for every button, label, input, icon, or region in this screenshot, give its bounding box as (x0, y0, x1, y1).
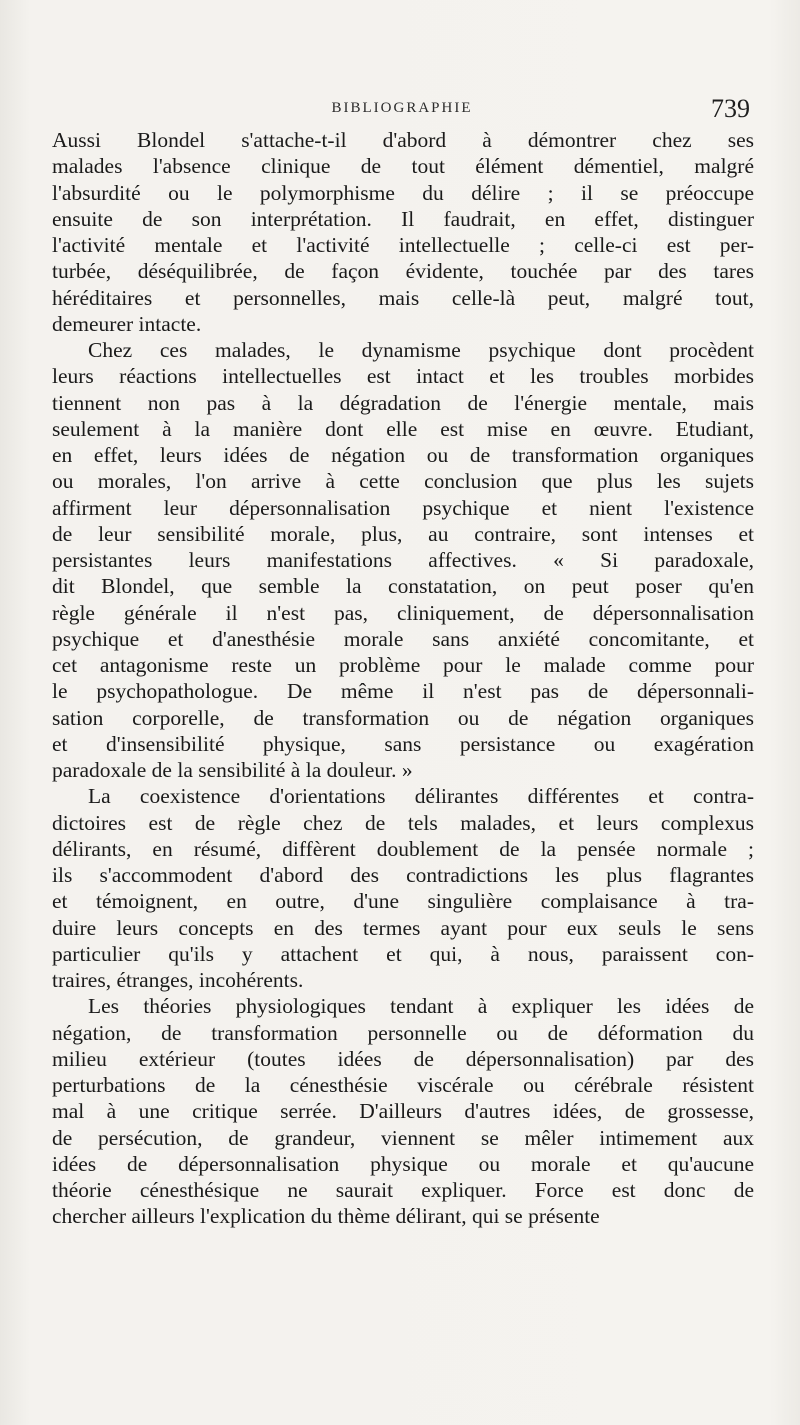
text-line: en effet, leurs idées de négation ou de transformation organiques (52, 443, 754, 467)
body-text (52, 127, 754, 1230)
text-line: Aussi Blondel s'attache-t-il d'abord à démontrer chez ses (52, 128, 754, 152)
text-line: et témoignent, en outre, d'une singulière complaisance à tra- (52, 889, 754, 914)
paragraph (52, 993, 754, 1229)
text-line: chercher ailleurs l'explication du thème délirant, qui se présente (52, 1204, 600, 1229)
text-line: ou morales, l'on arrive à cette conclusion que plus les sujets (52, 469, 754, 494)
text-line: délirants, en résumé, diffèrent doublement de la pensée normale ; (52, 836, 754, 861)
text-line: de leur sensibilité morale, plus, au contraire, sont intenses et (52, 521, 754, 546)
text-line: ils s'accommodent d'abord des contradictions les plus flagrantes (52, 863, 754, 887)
text-line: duire leurs concepts en des termes ayant pour eux seuls le sens (52, 915, 754, 940)
text-line: ensuite de son interprétation. Il faudrait, en effet, distinguer (52, 206, 754, 231)
text-line: cet antagonisme reste un problème pour le malade comme pour (52, 653, 754, 677)
text-line: malades l'absence clinique de tout élément démentiel, malgré (52, 154, 754, 179)
text-line: persistantes leurs manifestations affectives. « Si paradoxale, (52, 548, 754, 572)
text-line: théorie cénesthésique ne saurait expliquer. Force est donc de (52, 1178, 754, 1202)
text-line: perturbations de la cénesthésie viscérale ou cérébrale résistent (52, 1073, 754, 1097)
paragraph (52, 127, 754, 337)
text-line: affirment leur dépersonnalisation psychique et nient l'existence (52, 495, 754, 520)
text-line: particulier qu'ils y attachent et qui, à nous, paraissent con- (52, 941, 754, 966)
text-line: paradoxale de la sensibilité à la douleur. » (52, 758, 413, 782)
text-line: l'activité mentale et l'activité intellectuelle ; celle-ci est per- (52, 233, 754, 257)
text-line: Les théories physiologiques tendant à expliquer les idées de (88, 994, 754, 1019)
text-line: traires, étranges, incohérents. (52, 968, 304, 992)
text-line: et d'insensibilité physique, sans persistance ou exagération (52, 731, 754, 756)
text-line: de persécution, de grandeur, viennent se mêler intimement aux (52, 1125, 754, 1150)
text-line: négation, de transformation personnelle ou de déformation du (52, 1020, 754, 1045)
text-line: règle générale il n'est pas, cliniquement, de dépersonnalisation (52, 600, 754, 625)
text-line: tiennent non pas à la dégradation de l'énergie mentale, mais (52, 390, 754, 415)
paragraph (52, 783, 754, 993)
text-line: La coexistence d'orientations délirantes différentes et contra- (88, 784, 754, 809)
text-line: le psychopathologue. De même il n'est pas de dépersonnali- (52, 679, 754, 704)
text-line: seulement à la manière dont elle est mise en œuvre. Etudiant, (52, 416, 754, 441)
running-head (52, 94, 752, 124)
text-line: turbée, déséquilibrée, de façon évidente, touchée par des tares (52, 259, 754, 284)
text-line: sation corporelle, de transformation ou de négation organiques (52, 705, 754, 730)
text-line: héréditaires et personnelles, mais celle-là peut, malgré tout, (52, 285, 754, 310)
paragraph (52, 337, 754, 783)
running-title: BIBLIOGRAPHIE (331, 100, 473, 116)
text-line: milieu extérieur (toutes idées de dépersonnalisation) par des (52, 1046, 754, 1071)
text-line: l'absurdité ou le polymorphisme du délire ; il se préoccupe (52, 180, 754, 205)
page-number: 739 (711, 94, 750, 123)
text-line: leurs réactions intellectuelles est intact et les troubles morbides (52, 364, 754, 389)
text-line: demeurer intacte. (52, 311, 202, 336)
text-line: dictoires est de règle chez de tels malades, et leurs complexus (52, 810, 754, 835)
text-line: psychique et d'anesthésie morale sans anxiété concomitante, et (52, 626, 754, 651)
text-line: idées de dépersonnalisation physique ou morale et qu'aucune (52, 1151, 754, 1176)
text-line: dit Blondel, que semble la constatation, on peut poser qu'en (52, 574, 754, 599)
text-line: Chez ces malades, le dynamisme psychique dont procèdent (88, 338, 754, 362)
text-line: mal à une critique serrée. D'ailleurs d'autres idées, de grossesse, (52, 1099, 754, 1124)
